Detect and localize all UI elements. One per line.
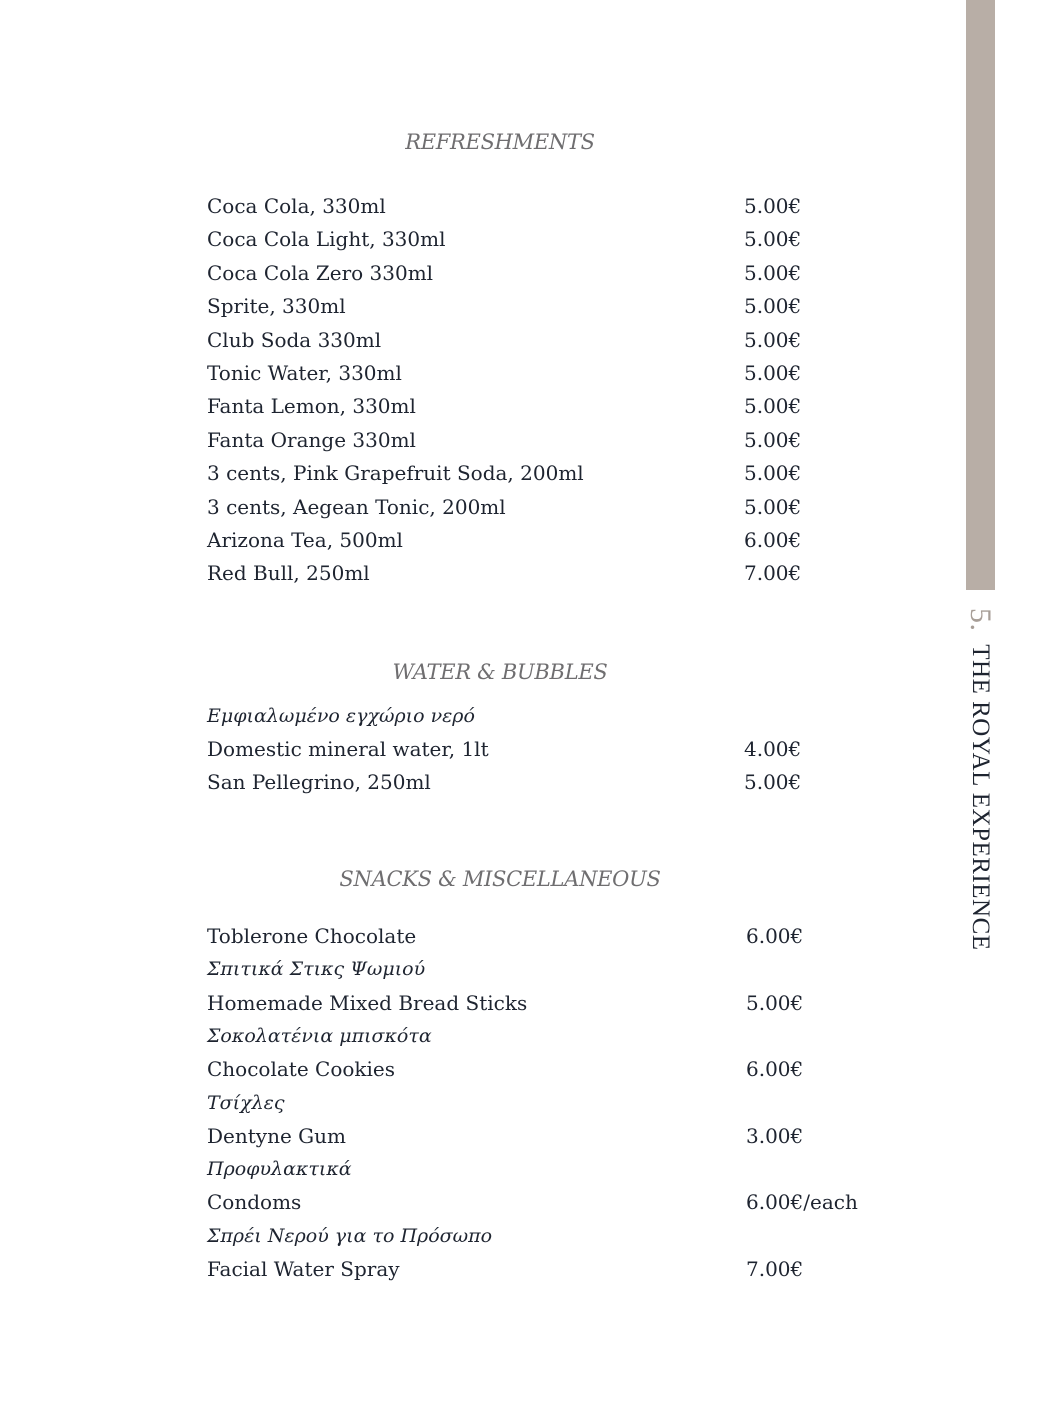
menu-item [207, 257, 907, 290]
item-price: 5.00€ [744, 327, 802, 352]
menu-item [207, 223, 907, 256]
chapter-number: 5. [964, 608, 997, 632]
item-name: Dentyne Gum [207, 1123, 346, 1148]
item-name: Club Soda 330ml [207, 327, 382, 352]
item-price: 6.00€ [746, 924, 804, 948]
menu-item [207, 987, 907, 1020]
item-price: 5.00€ [744, 194, 802, 218]
item-name: Red Bull, 250ml [207, 561, 370, 586]
menu-item [207, 491, 907, 524]
menu-item [207, 1120, 907, 1153]
item-price: 6.00€/each [746, 1190, 858, 1215]
menu-item [207, 390, 907, 423]
item-price: 5.00€ [744, 461, 802, 486]
item-name: 3 cents, Aegean Tonic, 200ml [207, 494, 506, 519]
menu-item [207, 920, 907, 953]
menu-item [207, 766, 907, 799]
greek-item-name: Σοκολατένια μπισκότα [207, 1024, 432, 1047]
item-name: Domestic mineral water, 1lt [207, 737, 489, 761]
menu-item [207, 524, 907, 557]
snacks-title: SNACKS & MISCELLANEOUS [339, 867, 661, 891]
item-price: 7.00€ [746, 1257, 804, 1281]
item-name: Condoms [207, 1190, 302, 1215]
item-price: 5.00€ [744, 494, 802, 519]
item-price: 5.00€ [744, 227, 802, 252]
item-price: 5.00€ [746, 990, 804, 1015]
water-title: WATER & BUBBLES [392, 660, 608, 684]
item-name: Arizona Tea, 500ml [207, 528, 403, 552]
item-price: 6.00€ [744, 528, 802, 552]
item-name: San Pellegrino, 250ml [207, 770, 431, 795]
menu-item [207, 290, 907, 323]
item-price: 5.00€ [744, 294, 802, 319]
item-name: Fanta Orange 330ml [207, 427, 416, 452]
menu-item [207, 190, 907, 223]
menu-item [207, 557, 907, 590]
item-price: 5.00€ [744, 260, 802, 285]
item-price: 7.00€ [744, 561, 802, 586]
chapter-title: THE ROYAL EXPERIENCE [967, 644, 994, 951]
menu-item [207, 424, 907, 457]
greek-item-name: Σπρέι Νερού για το Πρόσωπο [207, 1224, 493, 1247]
item-price: 4.00€ [744, 737, 802, 761]
menu-item [207, 457, 907, 490]
item-name: Toblerone Chocolate [207, 924, 417, 948]
item-name: Tonic Water, 330ml [207, 361, 402, 385]
item-name: Coca Cola, 330ml [207, 194, 386, 218]
greek-item-name: Σπιτικά Στικς Ψωμιού [207, 958, 426, 981]
item-price: 5.00€ [744, 394, 802, 419]
refreshments-title: REFRESHMENTS [405, 130, 595, 154]
menu-item [207, 357, 907, 390]
item-price: 6.00€ [746, 1057, 804, 1082]
item-name: 3 cents, Pink Grapefruit Soda, 200ml [207, 461, 584, 486]
water-greek-note: Εμφιαλωμένο εγχώριο νερό [207, 705, 475, 727]
item-name: Homemade Mixed Bread Sticks [207, 990, 528, 1015]
item-name: Coca Cola Light, 330ml [207, 227, 446, 252]
item-price: 5.00€ [744, 361, 802, 385]
item-price: 5.00€ [744, 427, 802, 452]
menu-item [207, 1053, 907, 1086]
menu-item [207, 324, 907, 357]
side-accent-bar [966, 0, 995, 590]
item-name: Facial Water Spray [207, 1257, 400, 1281]
menu-item [207, 1253, 907, 1286]
item-price: 3.00€ [746, 1123, 804, 1148]
item-price: 5.00€ [744, 770, 802, 795]
item-name: Coca Cola Zero 330ml [207, 260, 434, 285]
menu-item [207, 733, 907, 766]
item-name: Fanta Lemon, 330ml [207, 394, 416, 419]
greek-item-name: Προφυλακτικά [207, 1158, 352, 1181]
item-name: Chocolate Cookies [207, 1057, 396, 1082]
menu-item [207, 1186, 907, 1219]
item-name: Sprite, 330ml [207, 294, 346, 319]
greek-item-name: Τσίχλες [207, 1091, 285, 1114]
